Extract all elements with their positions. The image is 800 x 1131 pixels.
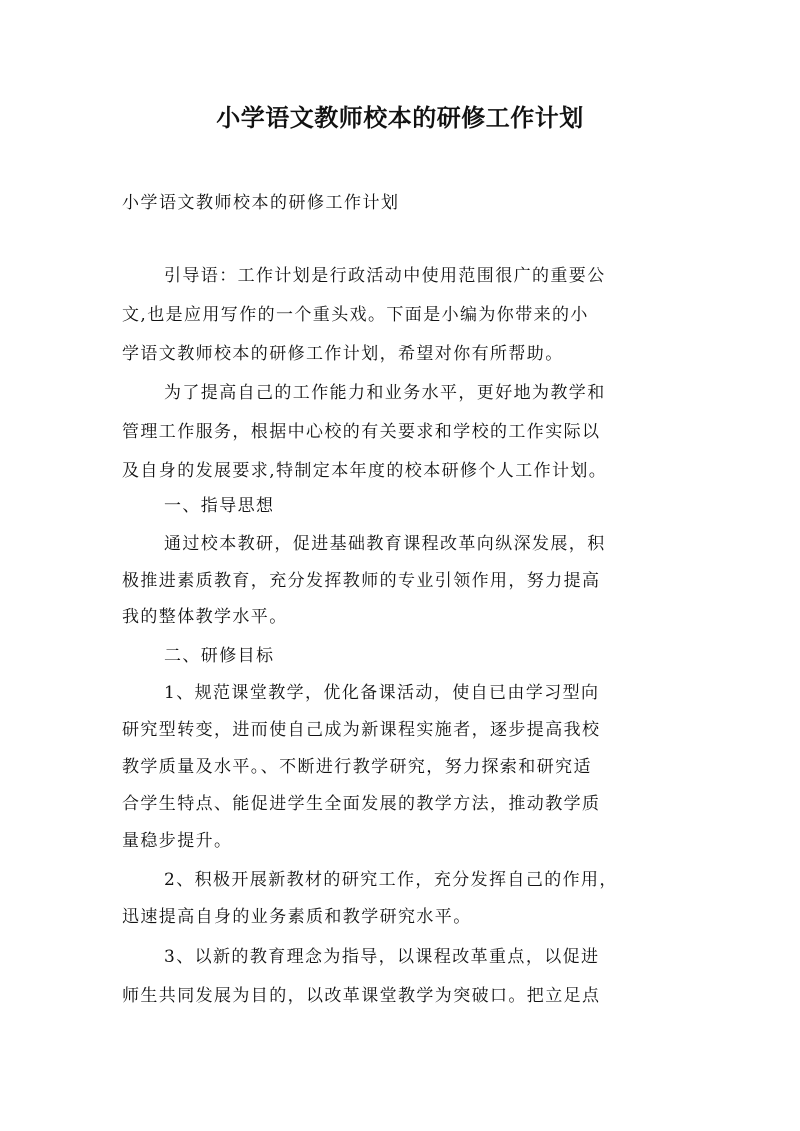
body-line: 师生共同发展为目的，以改革课堂教学为突破口。把立足点 xyxy=(122,986,601,1006)
body-line: 及自身的发展要求,特制定本年度的校本研修个人工作计划。 xyxy=(122,461,608,481)
body-line: 为了提高自己的工作能力和业务水平，更好地为教学和 xyxy=(164,383,606,403)
document-title: 小学语文教师校本的研修工作计划 xyxy=(216,103,584,132)
body-line: 迅速提高自身的业务素质和教学研究水平。 xyxy=(122,907,472,927)
body-line: 1、规范课堂教学，优化备课活动，使自已由学习型向 xyxy=(164,683,600,703)
section-heading: 二、研修目标 xyxy=(164,646,275,666)
body-line: 极推进素质教育，充分发挥教师的专业引领作用，努力提高 xyxy=(122,571,601,591)
body-line: 引导语：工作计划是行政活动中使用范围很广的重要公 xyxy=(164,266,606,286)
body-line: 2、积极开展新教材的研究工作，充分发挥自己的作用， xyxy=(164,870,618,890)
body-line: 合学生特点、能促进学生全面发展的教学方法，推动教学质 xyxy=(122,794,601,814)
body-line: 管理工作服务，根据中心校的有关要求和学校的工作实际以 xyxy=(122,422,601,442)
body-line: 量稳步提升。 xyxy=(122,831,233,851)
section-heading: 一、指导思想 xyxy=(164,496,275,516)
body-line: 研究型转变，进而使自己成为新课程实施者，逐步提高我校 xyxy=(122,720,601,740)
body-line: 我的整体教学水平。 xyxy=(122,607,288,627)
body-line: 3、以新的教育理念为指导，以课程改革重点，以促进 xyxy=(164,947,600,967)
body-line: 学语文教师校本的研修工作计划，希望对你有所帮助。 xyxy=(122,344,564,364)
body-line: 教学质量及水平。、不断进行教学研究，努力探索和研究适 xyxy=(122,757,592,777)
body-line: 文,也是应用写作的一个重头戏。下面是小编为你带来的小 xyxy=(122,305,589,325)
document-subtitle: 小学语文教师校本的研修工作计划 xyxy=(122,193,400,213)
body-line: 通过校本教研，促进基础教育课程改革向纵深发展，积 xyxy=(164,534,606,554)
